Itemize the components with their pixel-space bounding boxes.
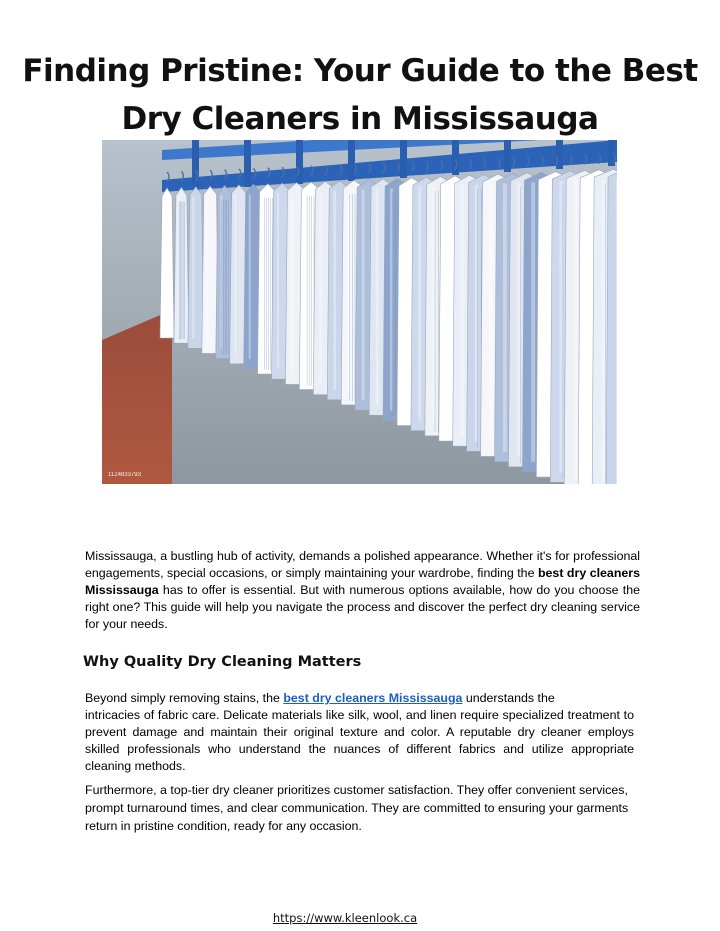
paragraph-remaining-text: intricacies of fabric care. Delicate materials like silk, wool, and linen require specialized treatment to prevent damage and maintain their original texture and color. A reputable dry cleaner employs skilled professionals who understand the nuances of different fabrics and utilize appropriate cleaning methods. — [85, 708, 634, 773]
garments-on-rack-photo — [102, 140, 617, 484]
section-heading: Why Quality Dry Cleaning Matters — [83, 654, 362, 670]
section-paragraph-2: Furthermore, a top-tier dry cleaner prioritizes customer satisfaction. They offer convenient services, prompt turnaround times, and clear communication. They are committed to ensuring your garments return in pristine condition, ready for any occasion. — [85, 783, 629, 833]
stock-photo-id: 1124833793 — [108, 472, 141, 478]
photo-illustration — [102, 140, 617, 484]
paragraph-text-before-link: Beyond simply removing stains, the — [85, 691, 284, 705]
paragraph-text-after-link: understands the — [462, 691, 555, 705]
intro-text-before: Mississauga, a bustling hub of activity, demands a polished appearance. Whether it's for professional engagements, special occasions, or simply maintaining your wardrobe, finding the — [85, 549, 640, 580]
intro-paragraph — [85, 548, 640, 633]
best-dry-cleaners-link[interactable]: best dry cleaners Mississauga — [283, 691, 463, 705]
footer-website-link[interactable]: https://www.kleenlook.ca — [272, 911, 418, 925]
section-paragraph-1 — [85, 690, 634, 775]
page-title: Finding Pristine: Your Guide to the Best Dry Cleaners in Mississauga — [22, 52, 698, 137]
paragraph-first-line — [85, 690, 634, 707]
intro-text-after: has to offer is essential. But with numerous options available, how do you choose the right one? This guide will help you navigate the process and discover the perfect dry cleaning service for your needs. — [85, 583, 640, 631]
intro-bold-keyword: best dry cleaners Mississauga — [85, 566, 640, 597]
